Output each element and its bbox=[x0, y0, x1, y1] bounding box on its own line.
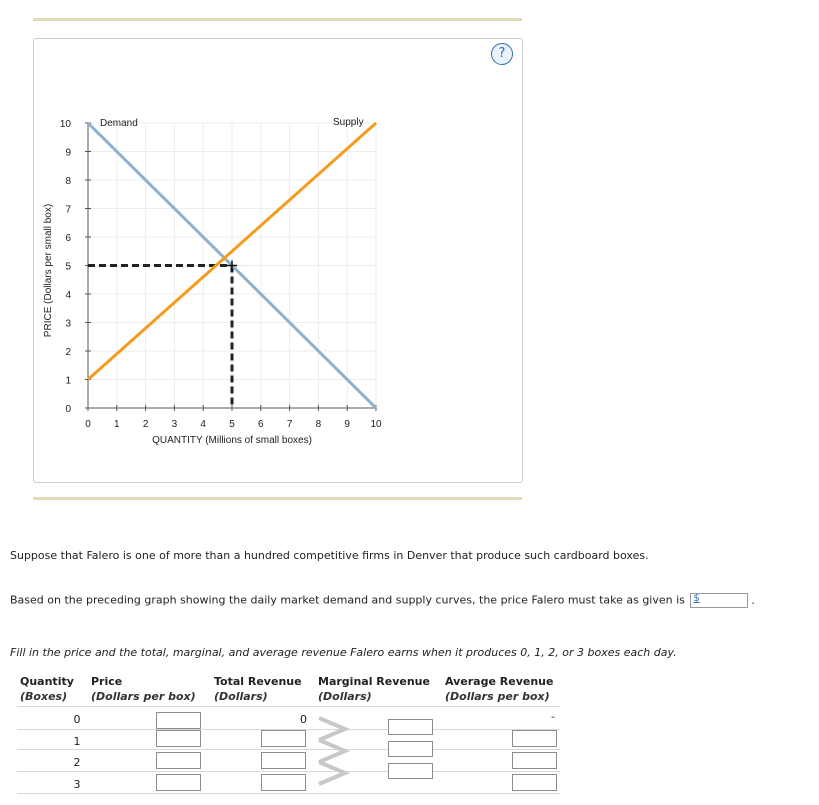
header-marginal-revenue: Marginal Revenue bbox=[318, 675, 430, 688]
chevron-right-icon bbox=[319, 718, 345, 740]
chevron-right-icon bbox=[319, 762, 345, 784]
marginal-revenue-input-2[interactable] bbox=[388, 741, 433, 757]
y-tick-label: 6 bbox=[65, 233, 71, 244]
average-revenue-q0: - bbox=[551, 710, 555, 723]
x-tick-label: 4 bbox=[200, 419, 206, 430]
bottom-divider bbox=[33, 497, 522, 500]
price-question bbox=[10, 593, 755, 608]
subheader-total-revenue: (Dollars) bbox=[214, 690, 268, 703]
total-revenue-input-q2[interactable] bbox=[261, 752, 306, 769]
x-tick-label: 10 bbox=[370, 419, 382, 430]
average-revenue-input-q1[interactable] bbox=[512, 730, 557, 747]
quantity-cell: 3 bbox=[73, 778, 81, 791]
x-tick-label: 0 bbox=[85, 419, 91, 430]
subheader-price: (Dollars per box) bbox=[91, 690, 196, 703]
subheader-average-revenue: (Dollars per box) bbox=[445, 690, 550, 703]
y-tick-label: 2 bbox=[65, 347, 71, 358]
header-price: Price bbox=[91, 675, 123, 688]
y-tick-label: 4 bbox=[65, 290, 71, 301]
subheader-quantity: (Boxes) bbox=[20, 690, 68, 703]
chevron-right-icon bbox=[319, 740, 345, 762]
marginal-revenue-input-3[interactable] bbox=[388, 763, 433, 779]
x-tick-label: 2 bbox=[142, 419, 149, 430]
x-tick-label: 9 bbox=[344, 419, 350, 430]
price-input-q2[interactable] bbox=[156, 752, 201, 769]
subheader-marginal-revenue: (Dollars) bbox=[318, 690, 372, 703]
y-tick-label: 0 bbox=[65, 404, 71, 415]
y-tick-label: 7 bbox=[65, 204, 71, 216]
marginal-revenue-input-1[interactable] bbox=[388, 719, 433, 735]
price-input-q1[interactable] bbox=[156, 730, 201, 747]
header-divider bbox=[17, 706, 560, 707]
x-tick-label: 6 bbox=[258, 419, 264, 430]
x-tick-label: 7 bbox=[286, 419, 293, 430]
period: . bbox=[751, 593, 755, 607]
average-revenue-input-q3[interactable] bbox=[512, 774, 557, 791]
total-revenue-input-q1[interactable] bbox=[261, 730, 306, 747]
dollar-sign: $ bbox=[693, 593, 700, 604]
total-revenue-input-q3[interactable] bbox=[261, 774, 306, 791]
price-question-text: Based on the preceding graph showing the daily market demand and supply curves, the price Falero must take as given is bbox=[10, 593, 685, 607]
market-price-input[interactable] bbox=[690, 593, 748, 608]
header-total-revenue: Total Revenue bbox=[214, 675, 302, 688]
y-axis-title: PRICE (Dollars per small box) bbox=[43, 203, 54, 338]
y-tick-label: 8 bbox=[65, 176, 71, 187]
quantity-cell: 2 bbox=[73, 756, 81, 769]
table-instructions: Fill in the price and the total, marginal, and average revenue Falero earns when it produces 0, 1, 2, or 3 boxes each day. bbox=[10, 646, 677, 659]
y-tick-label: 9 bbox=[65, 147, 71, 159]
x-tick-label: 3 bbox=[171, 419, 178, 430]
row-divider bbox=[17, 749, 560, 750]
average-revenue-input-q2[interactable] bbox=[512, 752, 557, 769]
x-tick-label: 8 bbox=[315, 419, 322, 430]
header-average-revenue: Average Revenue bbox=[445, 675, 554, 688]
y-tick-label: 1 bbox=[65, 375, 71, 387]
total-revenue-q0: 0 bbox=[300, 713, 307, 726]
header-quantity: Quantity bbox=[20, 675, 74, 688]
y-tick-label: 3 bbox=[65, 318, 71, 330]
help-button[interactable]: ? bbox=[491, 43, 513, 65]
demand-label: Demand bbox=[100, 118, 138, 129]
y-tick-label: 10 bbox=[59, 119, 71, 130]
quantity-cell: 1 bbox=[73, 735, 81, 748]
price-input-q0[interactable] bbox=[156, 712, 201, 729]
quantity-cell: 0 bbox=[73, 713, 81, 726]
x-tick-label: 1 bbox=[114, 419, 120, 430]
question-context: Suppose that Falero is one of more than a hundred competitive firms in Denver that produce such cardboard boxes. bbox=[10, 549, 649, 562]
supply-label: Supply bbox=[333, 117, 364, 128]
y-tick-label: 5 bbox=[65, 261, 71, 273]
x-axis-title: QUANTITY (Millions of small boxes) bbox=[152, 435, 312, 446]
x-tick-label: 5 bbox=[229, 419, 235, 430]
marginal-revenue-chevrons bbox=[317, 716, 351, 786]
price-input-q3[interactable] bbox=[156, 774, 201, 791]
row-divider bbox=[17, 793, 560, 794]
row-divider bbox=[17, 771, 560, 772]
